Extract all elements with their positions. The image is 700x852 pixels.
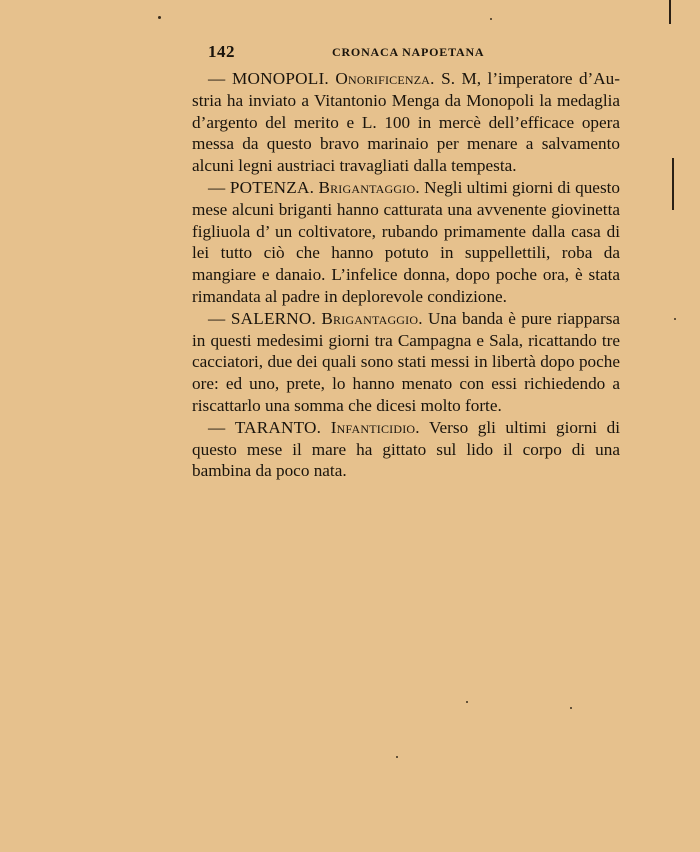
scan-edge-mark [669, 0, 671, 24]
news-item-place: — POTENZA. [208, 177, 315, 197]
page-body [192, 68, 620, 482]
news-item-place: — TARANTO. [208, 417, 322, 437]
news-item-category: Infanticidio. [330, 417, 420, 437]
news-item-potenza [192, 177, 620, 308]
news-item-place: — SALERNO. [208, 308, 317, 328]
news-item-category: Brigantaggio. [321, 308, 423, 328]
running-title: CRONACA NAPOETANA [332, 45, 485, 59]
page-number: 142 [208, 42, 235, 61]
scan-speck [570, 707, 572, 709]
scan-edge-mark [672, 158, 674, 210]
scan-speck [674, 318, 676, 320]
news-item-category: Brigantaggio. [318, 177, 420, 197]
news-item-text: Verso gli ultimi giorni di questo mese il mare ha gittato sul lido il corpo di una bambina da poco nata. [192, 417, 621, 481]
news-item-category: Onorificenza. [335, 69, 435, 88]
scan-speck [466, 701, 468, 703]
news-item-monopoli [192, 68, 620, 177]
news-item-text: Una banda è pure riapparsa in questi medesimi giorni tra Campagna e Sala, ricattando tre cacciatori, due dei quali sono stati messi in libertà dopo poche ore: ed uno, prete, lo hanno menato con essi richiedendo a riscattarlo una somma che dicesi molto forte. [192, 308, 621, 415]
news-item-salerno [192, 308, 620, 417]
page-header [208, 42, 496, 64]
scan-speck [396, 756, 398, 758]
scan-speck [490, 18, 492, 20]
news-item-taranto [192, 417, 620, 482]
news-item-text: S. M, l’imperatore d’Austria ha inviato a Vitantonio Menga da Monopoli la medaglia d’argento del merito e L. 100 in mercè dell’efficace opera messa da questo bravo marinaio per menare a salvamento alcuni legni austriaci travagliati dalla tempesta. [192, 69, 621, 176]
scan-speck [158, 16, 161, 19]
news-item-place: — MONOPOLI. [208, 69, 329, 88]
news-item-text: Negli ultimi giorni di questo mese alcuni briganti hanno catturata una avvenente giovinetta figliuola d’ un coltivatore, rubando primamente dalla casa di lei tutto ciò che hanno potuto in suppellettili, roba da mangiare e danaio. L’infelice donna, dopo poche ora, è stata rimandata al padre in deplorevole condizione. [192, 177, 620, 306]
